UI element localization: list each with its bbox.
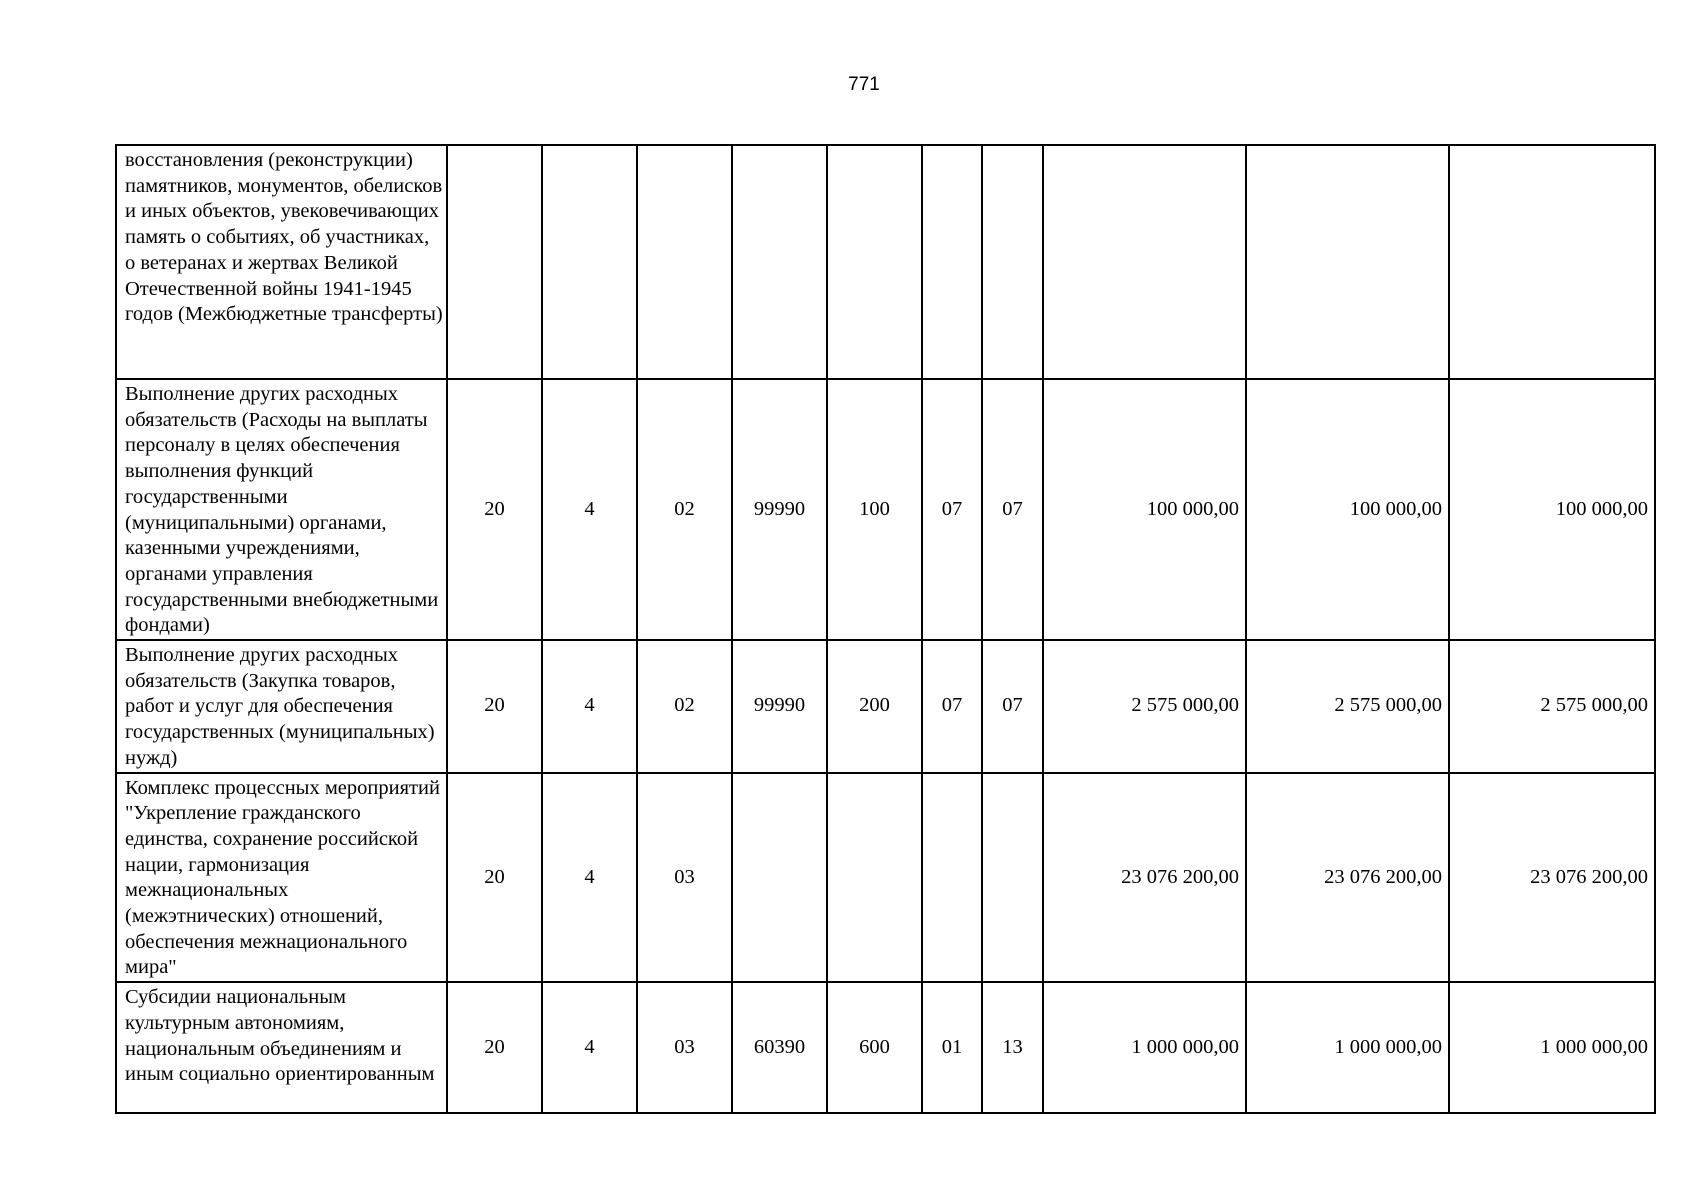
code-cell: 4 bbox=[542, 773, 637, 983]
amount-cell: 100 000,00 bbox=[1246, 379, 1449, 640]
code-cell: 20 bbox=[447, 640, 542, 773]
code-cell: 20 bbox=[447, 379, 542, 640]
amount-cell: 1 000 000,00 bbox=[1449, 982, 1655, 1113]
amount-cell: 23 076 200,00 bbox=[1043, 773, 1246, 983]
code-cell: 60390 bbox=[732, 982, 827, 1113]
amount-cell bbox=[1246, 145, 1449, 379]
code-cell: 4 bbox=[542, 379, 637, 640]
table-row bbox=[116, 379, 1655, 640]
page-number: 771 bbox=[848, 74, 880, 95]
code-cell bbox=[827, 773, 922, 983]
row-description: Выполнение других расходных обязательств (Расходы на выплаты персоналу в целях обеспечения выполнения функций государственными (муниципальными) органами, казенными учреждениями, органами управления государственными внебюджетными фондами) bbox=[116, 379, 447, 640]
code-cell bbox=[922, 145, 982, 379]
amount-cell: 1 000 000,00 bbox=[1043, 982, 1246, 1113]
code-cell bbox=[922, 773, 982, 983]
code-cell: 07 bbox=[922, 640, 982, 773]
amount-cell: 2 575 000,00 bbox=[1449, 640, 1655, 773]
code-cell bbox=[982, 145, 1043, 379]
amount-cell: 100 000,00 bbox=[1449, 379, 1655, 640]
table-row bbox=[116, 982, 1655, 1113]
code-cell: 03 bbox=[637, 982, 732, 1113]
amount-cell: 23 076 200,00 bbox=[1449, 773, 1655, 983]
amount-cell: 2 575 000,00 bbox=[1246, 640, 1449, 773]
code-cell bbox=[732, 773, 827, 983]
code-cell: 07 bbox=[922, 379, 982, 640]
code-cell bbox=[447, 145, 542, 379]
table-row bbox=[116, 773, 1655, 983]
code-cell bbox=[982, 773, 1043, 983]
code-cell: 200 bbox=[827, 640, 922, 773]
code-cell bbox=[827, 145, 922, 379]
code-cell bbox=[637, 145, 732, 379]
code-cell: 02 bbox=[637, 640, 732, 773]
code-cell: 600 bbox=[827, 982, 922, 1113]
code-cell: 4 bbox=[542, 640, 637, 773]
row-description: восстановления (реконструкции) памятников, монументов, обелисков и иных объектов, увековечивающих память о событиях, об участниках, о ветеранах и жертвах Великой Отечественной войны 1941-1945 годов (Межбюджетные трансферты) bbox=[116, 145, 447, 379]
code-cell: 100 bbox=[827, 379, 922, 640]
table-row bbox=[116, 145, 1655, 379]
amount-cell: 2 575 000,00 bbox=[1043, 640, 1246, 773]
amount-cell bbox=[1043, 145, 1246, 379]
row-description: Комплекс процессных мероприятий "Укрепление гражданского единства, сохранение российской нации, гармонизация межнациональных (межэтнических) отношений, обеспечения межнационального мира" bbox=[116, 773, 447, 983]
code-cell: 99990 bbox=[732, 640, 827, 773]
amount-cell: 1 000 000,00 bbox=[1246, 982, 1449, 1113]
row-description: Выполнение других расходных обязательств (Закупка товаров, работ и услуг для обеспечения государственных (муниципальных) нужд) bbox=[116, 640, 447, 773]
code-cell: 07 bbox=[982, 640, 1043, 773]
code-cell: 4 bbox=[542, 982, 637, 1113]
code-cell: 99990 bbox=[732, 379, 827, 640]
amount-cell bbox=[1449, 145, 1655, 379]
code-cell bbox=[542, 145, 637, 379]
code-cell: 02 bbox=[637, 379, 732, 640]
code-cell: 13 bbox=[982, 982, 1043, 1113]
row-description: Субсидии национальным культурным автономиям, национальным объединениям и иным социально ориентированным bbox=[116, 982, 447, 1113]
amount-cell: 23 076 200,00 bbox=[1246, 773, 1449, 983]
code-cell bbox=[732, 145, 827, 379]
code-cell: 20 bbox=[447, 982, 542, 1113]
table-row bbox=[116, 640, 1655, 773]
budget-table bbox=[115, 144, 1656, 1114]
code-cell: 03 bbox=[637, 773, 732, 983]
code-cell: 01 bbox=[922, 982, 982, 1113]
code-cell: 20 bbox=[447, 773, 542, 983]
code-cell: 07 bbox=[982, 379, 1043, 640]
amount-cell: 100 000,00 bbox=[1043, 379, 1246, 640]
